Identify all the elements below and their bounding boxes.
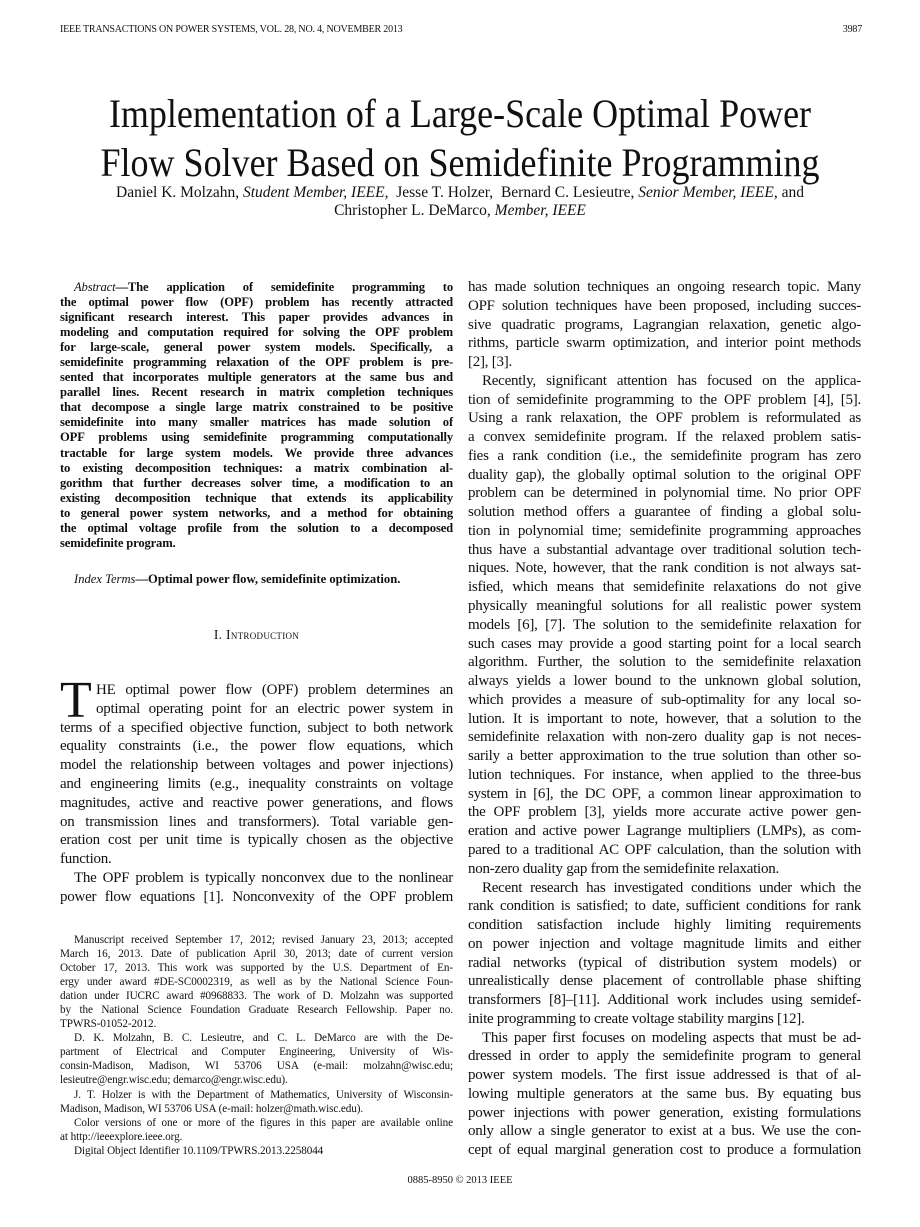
title-line-1: Implementation of a Large-Scale Optimal Power [108, 91, 812, 136]
paragraph-line: The OPF problem is typically nonconvex due to the nonlinear [74, 869, 453, 886]
paragraph-line: OPF solution techniques have been proposed, including succes- [468, 297, 861, 314]
footnote-line: lesieutre@engr.wisc.edu; demarco@engr.wisc.edu). [60, 1074, 288, 1087]
paragraph-line: physically meaningful solutions for all realistic power system [468, 598, 861, 615]
paragraph-line: which provides a measure of sub-optimality for any local so- [468, 691, 861, 708]
paragraph-line: has made solution techniques an ongoing research topic. Many [468, 279, 861, 295]
footnote-line: Digital Object Identifier 10.1109/TPWRS.2013.2258044 [74, 1144, 324, 1157]
paragraph-line: such cases may provide a good starting point for a local search [468, 635, 861, 652]
footnote [60, 933, 453, 1158]
paragraph-line: inite programming to create voltage stability margins [12]. [468, 1010, 805, 1027]
author-membership: Student Member, IEEE [242, 184, 385, 201]
abstract [60, 280, 453, 551]
paragraph-line: sarily a better approximation to the true solution than other so- [468, 748, 861, 765]
paragraph-line: HE optimal power flow (OPF) problem determines an [96, 682, 453, 698]
paragraph-line: Recent research has investigated conditions under which the [482, 879, 861, 896]
paragraph-line: duality gap), the globally optimal solution to the original OPF [468, 466, 861, 483]
paragraph-line: Recently, significant attention has focused on the applica- [482, 372, 861, 389]
abstract-line: OPF problems using semidefinite programming computationally [60, 430, 453, 445]
paragraph-line: on power injection and voltage magnitude limits and either [468, 935, 861, 952]
paragraph-line: lution techniques. For instance, when applied to the three-bus [468, 766, 861, 783]
introduction-body [60, 672, 453, 907]
paragraph-line: sive quadratic programs, Lagrangian relaxation, genetic algo- [468, 316, 861, 333]
right-column-body [468, 278, 861, 1160]
abstract-line: existing decomposition technique that extends its applicability [60, 490, 453, 505]
paragraph-line: system in [6], the DC OPF, a common linear approximation to [468, 785, 861, 802]
paragraph-line: isfied, which means that semidefinite relaxations do not give [468, 579, 861, 596]
abstract-line: modeling and computation required for solving the OPF problem [60, 325, 453, 340]
title-line-2: Flow Solver Based on Semidefinite Programming [100, 140, 820, 185]
drop-cap: T [60, 672, 92, 729]
paragraph-line: a convex semidefinite program. If the relaxed problem satis- [468, 429, 861, 446]
footnote-line: at http://ieeexplore.ieee.org. [60, 1130, 183, 1143]
paragraph-line: cept of equal marginal generation cost to produce a formulation [468, 1142, 861, 1159]
copyright-footer: 0885-8950 © 2013 IEEE [407, 1175, 513, 1186]
paragraph-line: power injections with power generation, existing formulations [468, 1104, 861, 1121]
abstract-line: sented that incorporates multiple generators at the same bus and [60, 370, 453, 385]
footnote-line: J. T. Holzer is with the Department of Mathematics, University of Wisconsin- [74, 1088, 453, 1101]
paragraph-line: transformers [8]–[11]. Additional work includes using semidef- [468, 992, 861, 1009]
paragraph-line: on transmission lines and transformers). Total variable gen- [60, 813, 453, 830]
paragraph-line: solution method offers a guarantee of finding a global solu- [468, 504, 861, 521]
abstract-line: the optimal power flow (OPF) problem has recently attracted [60, 295, 453, 310]
footnote-line: consin-Madison, Madison, WI 53706 USA (e-mail: molzahn@wisc.edu; [60, 1060, 453, 1073]
paragraph-line: problem can be determined in polynomial time. No prior OPF [468, 485, 861, 502]
index-terms [60, 572, 453, 587]
author-conjunction: , and [773, 184, 804, 201]
paragraph-line: Using a rank relaxation, the OPF problem is reformulated as [468, 410, 861, 427]
abstract-line [60, 280, 453, 295]
author-membership: Senior Member, IEEE [638, 184, 774, 201]
paragraph-line: eration and active power Lagrange multipliers (LMPs), as com- [468, 823, 861, 840]
footnote-line: Color versions of one or more of the figures in this paper are available online [74, 1116, 453, 1129]
paragraph-line: semidefinite relaxation with non-zero duality gap is not neces- [468, 729, 861, 746]
paragraph-line: tion of semidefinite programming to the OPF problem [4], [5]. [468, 391, 861, 408]
paragraph-line: model the relationship between voltages and power injections) [60, 757, 453, 774]
footnote-line: March 16, 2013. Date of publication April 30, 2013; date of current version [60, 948, 453, 961]
paragraph-line: always yields a lower bound to the unknown global solution, [468, 673, 861, 690]
paragraph-line: only allow a single generator to exist at a bus. We use the con- [468, 1123, 861, 1140]
paragraph-line: power system models. The first issue addressed is that of al- [468, 1067, 861, 1084]
abstract-line: to existing decomposition techniques: a matrix combination al- [60, 460, 453, 475]
abstract-line: that decompose a single large matrix constrained to be positive [60, 400, 453, 415]
paragraph-line: terms of a specified objective function, subject to both network [60, 719, 453, 736]
paragraph-line: equality constraints (i.e., the power flow equations, which [60, 738, 453, 755]
footnote-line: October 17, 2013. This work was supported by the U.S. Department of En- [60, 962, 453, 975]
footnote-line: by the National Science Foundation Graduate Research Fellowship. Paper no. [60, 1004, 453, 1017]
abstract-line: parallel lines. Recent research in matrix completion techniques [60, 385, 453, 400]
paragraph-line: radial networks (typical of distribution system models) or [468, 954, 861, 971]
page-number: 3987 [842, 24, 862, 35]
author-name: Christopher L. DeMarco, [334, 202, 491, 219]
author-name: Bernard C. Lesieutre, [500, 184, 635, 201]
paragraph-line: non-zero duality gap from the semidefinite relaxation. [468, 860, 779, 877]
paragraph-line: lowing multiple generators at the same bus. By equating bus [468, 1085, 861, 1102]
author-name: Daniel K. Molzahn, [116, 184, 240, 201]
author-name: Jesse T. Holzer, [396, 184, 494, 201]
paragraph-line: niques. Note, however, that the rank condition is not always sat- [468, 560, 861, 577]
paragraph-line: rithms, particle swarm optimization, and interior point methods [468, 335, 861, 352]
footnote-line: partment of Electrical and Computer Engineering, University of Wis- [60, 1046, 453, 1059]
abstract-line: significant research interest. This paper provides advances in [60, 310, 453, 325]
paragraph-line: tion in polynomial time; semidefinite programming approaches [468, 522, 861, 539]
paragraph-line: thus have a substantial advantage over traditional solution tech- [468, 541, 861, 558]
paragraph-line: power flow equations [1]. Nonconvexity of the OPF problem [60, 888, 453, 905]
footnote-line: ergy under award #DE-SC0002319, as well as by the National Science Foun- [60, 976, 453, 989]
paragraph-line: condition satisfaction include highly limiting requirements [468, 917, 861, 934]
paragraph-line: dressed in order to apply the semidefinite program to general [468, 1048, 861, 1065]
section-heading-introduction: I. Introduction [213, 627, 300, 642]
footnote-line: Madison, Madison, WI 53706 USA (e-mail: holzer@math.wisc.edu). [60, 1102, 364, 1115]
paragraph-line: eration cost per unit time is typically chosen as the objective [60, 832, 453, 849]
paragraph-line: pared to a traditional AC OPF calculation, than the solution with [468, 841, 861, 858]
abstract-line: semidefinite programming relaxation of the OPF problem is pre- [60, 355, 453, 370]
author-membership: Member, IEEE [494, 202, 586, 219]
footnote-line: dation under IUCRC award #0968833. The work of D. Molzahn was supported [60, 990, 453, 1003]
abstract-text: —The application of semidefinite programming to [115, 280, 453, 294]
running-header: IEEE TRANSACTIONS ON POWER SYSTEMS, VOL. 28, NO. 4, NOVEMBER 2013 [60, 24, 403, 35]
paragraph-line: lution. It is important to note, however, that a solution to the [468, 710, 861, 727]
paragraph-line: fies a rank condition (i.e., the semidefinite program has zero [468, 447, 861, 464]
abstract-line: to general power system networks, and a method for obtaining [60, 505, 453, 520]
paragraph-line: and engineering limits (e.g., inequality constraints on voltage [60, 775, 453, 792]
paragraph-line: models [6], [7]. The solution to the semidefinite relaxation for [468, 616, 861, 633]
paragraph-line: rank condition is satisfied; to date, sufficient conditions for rank [468, 898, 861, 915]
paragraph-line: [2], [3]. [468, 354, 512, 371]
paragraph-line: optimal operating point for an electric power system in [96, 700, 453, 717]
paragraph-line: function. [60, 851, 112, 868]
footnote-line: TPWRS-01052-2012. [60, 1018, 157, 1031]
paper-title [0, 89, 920, 187]
abstract-line: for large-scale, general power system models. Specifically, a [60, 340, 453, 355]
abstract-line: semidefinite program. [60, 535, 176, 550]
paragraph-line: This paper first focuses on modeling aspects that must be ad- [482, 1029, 861, 1046]
abstract-line: the optimal voltage profile from the solution to a decomposed [60, 520, 453, 535]
footnote-line: D. K. Molzahn, B. C. Lesieutre, and C. L. DeMarco are with the De- [74, 1032, 453, 1045]
footnote-line: Manuscript received September 17, 2012; revised January 23, 2013; accepted [74, 934, 453, 946]
author-list: Daniel K. Molzahn, Student Member, IEEE, Jesse T. Holzer, Bernard C. Lesieutre, Senior Member, IEEE, and Christopher L. DeMarco, Member, IEEE [116, 184, 804, 219]
paragraph-line: unrealistically dense placement of controllable phase shifting [468, 973, 861, 990]
index-terms-label: Index Terms [74, 572, 136, 586]
abstract-label: Abstract [74, 280, 116, 294]
index-terms-text: —Optimal power flow, semidefinite optimization. [135, 572, 401, 586]
abstract-line: tractable for large system models. We provide three advances [60, 445, 453, 460]
abstract-line: gorithm that further decreases solver time, a modification to an [60, 475, 453, 490]
paragraph-line: the OPF problem [3], yields more accurate active power gen- [468, 804, 861, 821]
paragraph-line: algorithm. Further, the solution to the semidefinite relaxation [468, 654, 861, 671]
paragraph-line: magnitudes, active and reactive power generations, and flows [60, 794, 453, 811]
abstract-line: semidefinite into many smaller matrices has made solution of [60, 415, 453, 430]
